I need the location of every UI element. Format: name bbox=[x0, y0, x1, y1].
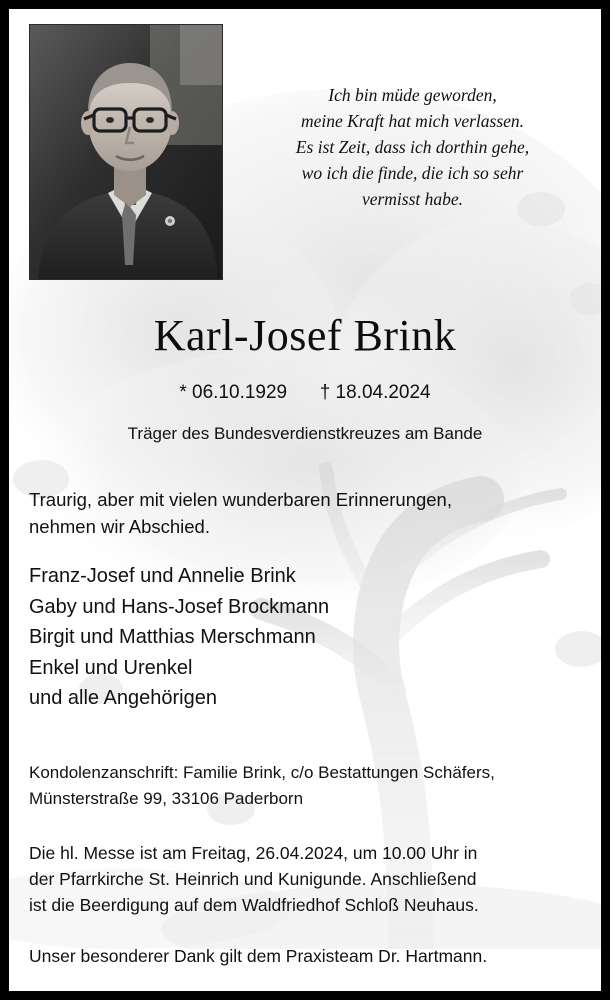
portrait-photo bbox=[29, 24, 223, 280]
condolence-address bbox=[29, 760, 581, 812]
service-details bbox=[29, 840, 581, 918]
service-line-3: ist die Beerdigung auf dem Waldfriedhof Schloß Neuhaus. bbox=[29, 895, 479, 915]
service-line-1: Die hl. Messe ist am Freitag, 26.04.2024, um 10.00 Uhr in bbox=[29, 843, 478, 863]
honour-line: Träger des Bundesverdienstkreuzes am Bande bbox=[127, 424, 483, 443]
family-line-1: Franz-Josef und Annelie Brink bbox=[29, 565, 296, 587]
thanks-note: Unser besonderer Dank gilt dem Praxisteam Dr. Hartmann. bbox=[29, 946, 488, 966]
family-line-5: und alle Angehörigen bbox=[29, 687, 217, 709]
family-list bbox=[29, 561, 581, 714]
family-line-4: Enkel und Urenkel bbox=[29, 656, 193, 679]
deceased-name: Karl-Josef Brink bbox=[153, 311, 457, 360]
poem-line-5: vermisst habe. bbox=[361, 189, 464, 209]
farewell-text bbox=[29, 486, 581, 540]
farewell-line-1: Traurig, aber mit vielen wunderbaren Erinnerungen, bbox=[29, 489, 452, 510]
birth-date: * 06.10.1929 bbox=[179, 382, 288, 403]
farewell-line-2: nehmen wir Abschied. bbox=[29, 516, 210, 537]
poem-line-2: meine Kraft hat mich verlassen. bbox=[300, 111, 525, 131]
family-line-2: Gaby und Hans-Josef Brockmann bbox=[29, 595, 330, 618]
poem-line-3: Es ist Zeit, dass ich dorthin gehe, bbox=[295, 137, 530, 157]
service-line-2: der Pfarrkirche St. Heinrich und Kunigunde. Anschließend bbox=[29, 869, 477, 889]
poem-line-1: Ich bin müde geworden, bbox=[328, 85, 497, 105]
family-line-3: Birgit und Matthias Merschmann bbox=[29, 626, 316, 648]
condolence-line-2: Münsterstraße 99, 33106 Paderborn bbox=[29, 789, 304, 808]
death-date: † 18.04.2024 bbox=[319, 382, 431, 403]
memorial-poem bbox=[240, 82, 585, 212]
poem-line-4: wo ich die finde, die ich so sehr bbox=[301, 163, 524, 183]
life-dates bbox=[0, 382, 610, 404]
condolence-line-1: Kondolenzanschrift: Familie Brink, c/o Bestattungen Schäfers, bbox=[29, 763, 495, 782]
